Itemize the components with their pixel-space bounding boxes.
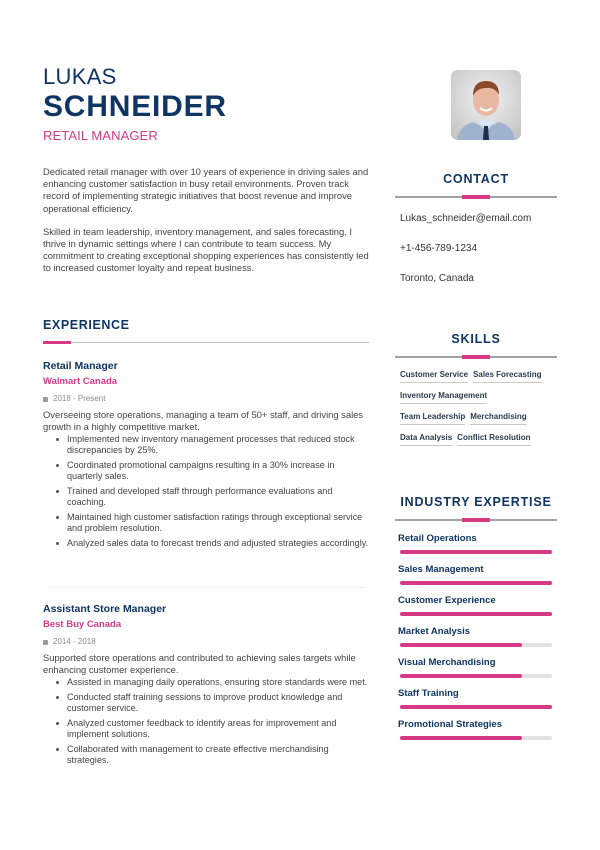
contact-title: CONTACT bbox=[443, 172, 509, 186]
person-photo-icon bbox=[451, 70, 521, 140]
bullet-item: Collaborated with management to create effective merchandising strategies. bbox=[43, 744, 369, 766]
expertise-bar-fill bbox=[400, 736, 522, 740]
summary bbox=[43, 166, 373, 275]
job-description: Overseeing store operations, managing a team of 50+ staff, and driving sales growth in a highly competitive market. bbox=[43, 409, 364, 432]
skill-tag: Inventory Management bbox=[400, 391, 487, 404]
skills-title: SKILLS bbox=[451, 332, 501, 346]
skills-list bbox=[395, 370, 557, 454]
last-name: SCHNEIDER bbox=[43, 90, 227, 123]
name-block bbox=[43, 64, 369, 144]
expertise-item bbox=[395, 564, 557, 585]
job-description: Supported store operations and contributed to achieving sales targets while enhancing customer experience. bbox=[43, 652, 356, 675]
date-range: 2018 - Present bbox=[53, 394, 106, 403]
bullet-item: Maintained high customer satisfaction ratings through exceptional service and problem resolution. bbox=[43, 512, 369, 534]
company-name: Best Buy Canada bbox=[43, 619, 122, 630]
experience-title: EXPERIENCE bbox=[43, 318, 130, 332]
experience-section-header bbox=[43, 318, 369, 343]
divider-accent bbox=[462, 518, 490, 522]
expertise-bar-fill bbox=[400, 612, 552, 616]
contact-email[interactable]: Lukas_schneider@email.com bbox=[400, 213, 532, 224]
expertise-item bbox=[395, 719, 557, 740]
bullet-item: Implemented new inventory management processes that reduced stock discrepancies by 25%. bbox=[43, 434, 369, 456]
section-divider bbox=[395, 196, 557, 198]
bullet-item: Analyzed customer feedback to identify areas for improvement and implement solutions. bbox=[43, 718, 369, 740]
first-name: LUKAS bbox=[43, 64, 117, 89]
expertise-bar bbox=[400, 705, 552, 709]
job-separator bbox=[48, 587, 364, 588]
expertise-bar bbox=[400, 736, 552, 740]
contact-phone[interactable]: +1-456-789-1234 bbox=[400, 243, 478, 254]
calendar-icon bbox=[43, 640, 48, 645]
expertise-label: Staff Training bbox=[398, 688, 459, 699]
expertise-bar bbox=[400, 643, 552, 647]
expertise-item bbox=[395, 657, 557, 678]
job-bullets bbox=[43, 434, 369, 549]
expertise-item bbox=[395, 595, 557, 616]
expertise-list bbox=[395, 533, 557, 740]
expertise-bar-fill bbox=[400, 581, 552, 585]
summary-paragraph: Skilled in team leadership, inventory management, and sales forecasting, I thrive in dynamic settings where I can contribute to team success. My commitment to creating exceptional shopping experiences has consistently led to increased customer loyalty and repeat business. bbox=[43, 225, 369, 274]
expertise-bar bbox=[400, 550, 552, 554]
company-name: Walmart Canada bbox=[43, 376, 118, 387]
contact-section bbox=[395, 172, 557, 284]
expertise-bar bbox=[400, 674, 552, 678]
job-bullets bbox=[43, 677, 369, 766]
expertise-item bbox=[395, 688, 557, 709]
summary-paragraph: Dedicated retail manager with over 10 years of experience in driving sales and enhancing customer satisfaction in busy retail environments. Proven track record of implementing strategic initiatives that boost revenue and improve operational efficiency. bbox=[43, 166, 369, 214]
skill-tag: Team Leadership bbox=[400, 412, 465, 425]
job-title: Assistant Store Manager bbox=[43, 603, 167, 615]
skill-tag: Sales Forecasting bbox=[473, 370, 541, 383]
expertise-label: Retail Operations bbox=[398, 533, 477, 544]
job-title: Retail Manager bbox=[43, 360, 118, 372]
calendar-icon bbox=[43, 397, 48, 402]
expertise-bar-fill bbox=[400, 674, 522, 678]
job-dates bbox=[43, 637, 369, 647]
section-divider bbox=[395, 356, 557, 358]
expertise-label: Sales Management bbox=[398, 564, 484, 575]
expertise-bar bbox=[400, 612, 552, 616]
skill-tag: Data Analysis bbox=[400, 433, 452, 446]
expertise-bar bbox=[400, 581, 552, 585]
skills-section bbox=[395, 332, 557, 454]
expertise-title: INDUSTRY EXPERTISE bbox=[400, 495, 552, 509]
divider-accent bbox=[43, 341, 71, 344]
bullet-item: Coordinated promotional campaigns resulting in a 30% increase in quarterly sales. bbox=[43, 460, 369, 482]
bullet-item: Conducted staff training sessions to improve product knowledge and customer service. bbox=[43, 692, 369, 714]
expertise-item bbox=[395, 533, 557, 554]
date-range: 2014 - 2018 bbox=[53, 637, 96, 646]
divider-accent bbox=[462, 355, 490, 359]
bullet-item: Analyzed sales data to forecast trends and adjusted strategies accordingly. bbox=[43, 538, 369, 549]
job-role: RETAIL MANAGER bbox=[43, 128, 158, 143]
skill-tag: Customer Service bbox=[400, 370, 468, 383]
contact-location: Toronto, Canada bbox=[400, 273, 474, 284]
expertise-label: Visual Merchandising bbox=[398, 657, 496, 668]
expertise-bar-fill bbox=[400, 550, 552, 554]
divider-accent bbox=[462, 195, 490, 199]
expertise-section bbox=[395, 495, 557, 740]
section-divider bbox=[395, 519, 557, 521]
bullet-item: Trained and developed staff through performance evaluations and coaching. bbox=[43, 486, 369, 508]
expertise-bar-fill bbox=[400, 643, 522, 647]
skill-tag: Conflict Resolution bbox=[457, 433, 530, 446]
section-divider bbox=[43, 342, 369, 343]
skill-tag: Merchandising bbox=[470, 412, 526, 425]
job-entry bbox=[43, 360, 369, 553]
job-entry bbox=[43, 603, 369, 770]
expertise-label: Promotional Strategies bbox=[398, 719, 502, 730]
job-dates bbox=[43, 394, 369, 404]
profile-photo bbox=[451, 70, 521, 140]
expertise-item bbox=[395, 626, 557, 647]
bullet-item: Assisted in managing daily operations, ensuring store standards were met. bbox=[43, 677, 369, 688]
expertise-bar-fill bbox=[400, 705, 552, 709]
expertise-label: Market Analysis bbox=[398, 626, 470, 637]
expertise-label: Customer Experience bbox=[398, 595, 496, 606]
